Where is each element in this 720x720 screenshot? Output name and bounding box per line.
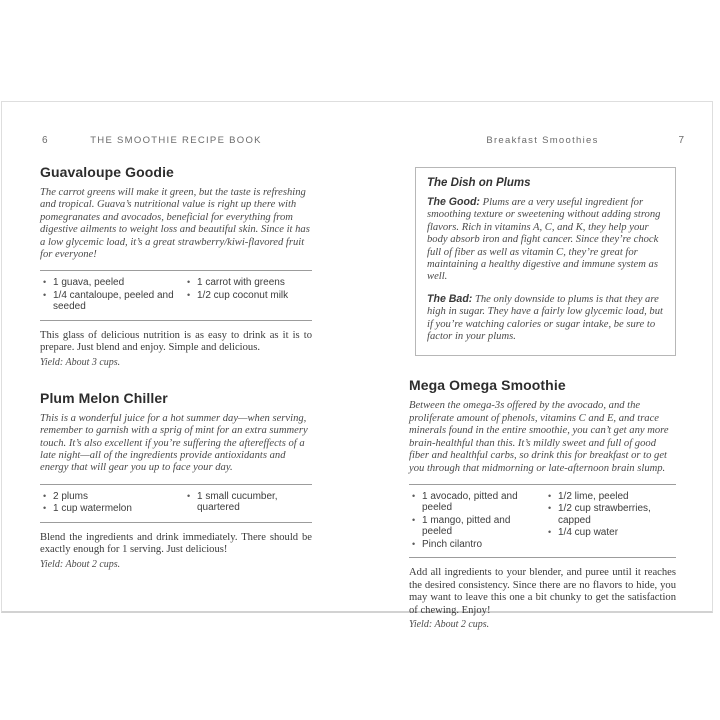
ingredient-item: • 1 guava, peeled — [40, 277, 184, 289]
info-box-bad-label: The Bad: — [427, 292, 473, 305]
ingredient-item: • 1 cup watermelon — [40, 503, 184, 515]
running-head-title: Breakfast Smoothies — [486, 135, 599, 146]
recipe-intro: The carrot greens will make it green, but the taste is refreshing and tropical. Guava’s nutritional value is right up there with pomegranates and avocados, beneficial for everything from digestive ailments to weight loss and beautiful skin. Since it has a low glycemic load, it’s a great strawberry/kiwi-flavored fruit for everyone! — [40, 187, 310, 261]
ingredient-item: • 1/4 cup water — [545, 527, 676, 539]
ingredient-item: • 2 plums — [40, 491, 184, 503]
recipe-title-guavaloupe-goodie: Guavaloupe Goodie — [40, 164, 174, 180]
method-paragraph: Add all ingredients to your blender, and puree until it reaches the desired consistency. Since there are no flavors to hide, you may want to leave this one a bit chunky to get the satisfaction of chewing. Enjoy! — [409, 567, 676, 616]
ingredient-item: • Pinch cilantro — [409, 539, 545, 551]
ingredient-list — [545, 490, 676, 552]
page-frame — [1, 101, 713, 631]
recipe-title-mega-omega-smoothie: Mega Omega Smoothie — [409, 377, 566, 394]
recipe-intro: This is a wonderful juice for a hot summer day—when serving, remember to garnish with a sprig of mint for an extra summery touch. It’s also excellent if you’re suffering the aftereffects of a late night—all of the ingredients provide antioxidants and energy that will gear you up to face your day. — [40, 412, 308, 474]
running-head-title: THE SMOOTHIE RECIPE BOOK — [90, 135, 262, 146]
page-number-right: 7 — [678, 135, 684, 146]
info-box-good-label: The Good: — [427, 196, 480, 208]
yield-note: Yield: About 2 cups. — [40, 558, 121, 570]
yield-note: Yield: About 3 cups. — [40, 356, 121, 368]
info-box-good-paragraph — [427, 196, 664, 284]
page-left — [40, 102, 312, 571]
info-box-title: The Dish on Plums — [427, 177, 531, 189]
page-right — [409, 102, 684, 631]
ingredient-list — [40, 276, 184, 314]
info-box-bad-text: The only downside to plums is that they are high in sugar. They have a fairly low glycemic load, but if you’re watching calories or sugar intake, be sure to factor in your plums. — [427, 293, 663, 343]
ingredient-item: • 1 mango, pitted and peeled — [409, 515, 545, 538]
ingredient-list — [409, 490, 545, 552]
ingredient-item: • 1/2 lime, peeled — [545, 491, 676, 503]
running-head-right — [409, 135, 684, 148]
recipe-intro: Between the omega-3s offered by the avocado, and the proliferate amount of phenols, vitamins C and E, and trace minerals found in the entire smoothie, you can’t get any more brain-healthful than this. It’s mildly sweet and full of good fiber and healthful carbs, so drink this for breakfast or to get you through that midmorning or late-afternoon brain slump. — [409, 400, 669, 474]
method-paragraph: Blend the ingredients and drink immediately. There should be exactly enough for 1 serving. Just delicious! — [40, 531, 312, 556]
ingredients-section — [40, 484, 312, 523]
ingredient-item: • 1/4 cantaloupe, peeled and seeded — [40, 290, 184, 313]
running-head-left — [40, 135, 312, 148]
info-box-bad-paragraph — [427, 293, 664, 344]
ingredient-item: • 1/2 cup strawberries, capped — [545, 503, 676, 526]
info-box-dish-on-plums — [415, 167, 676, 356]
ingredients-section — [40, 270, 312, 321]
ingredient-list — [40, 490, 184, 516]
ingredient-item: • 1/2 cup coconut milk — [184, 290, 312, 302]
recipe-title-plum-melon-chiller: Plum Melon Chiller — [40, 389, 168, 406]
ingredient-item: • 1 carrot with greens — [184, 277, 312, 289]
method-paragraph: This glass of delicious nutrition is as easy to drink as it is to prepare. Just blend and enjoy. Simple and delicious. — [40, 329, 312, 354]
info-box-good-text: Plums are a very useful ingredient for smoothing texture or sweetening without adding strong flavors. Rich in vitamins A, C, and K, they help your body absorb iron and fight cancer. Since they’re chock full of fiber as well as vitamin C, they’re great for maintaining a healthy digestive and immune system as well. — [427, 197, 661, 283]
ingredients-section — [409, 484, 676, 559]
ingredient-item: • 1 avocado, pitted and peeled — [409, 491, 545, 514]
ingredient-list — [184, 490, 312, 516]
page-number-left: 6 — [42, 135, 48, 146]
ingredient-item: • 1 small cucumber, quartered — [184, 491, 312, 514]
yield-note: Yield: About 2 cups. — [409, 619, 490, 631]
ingredient-list — [184, 276, 312, 314]
